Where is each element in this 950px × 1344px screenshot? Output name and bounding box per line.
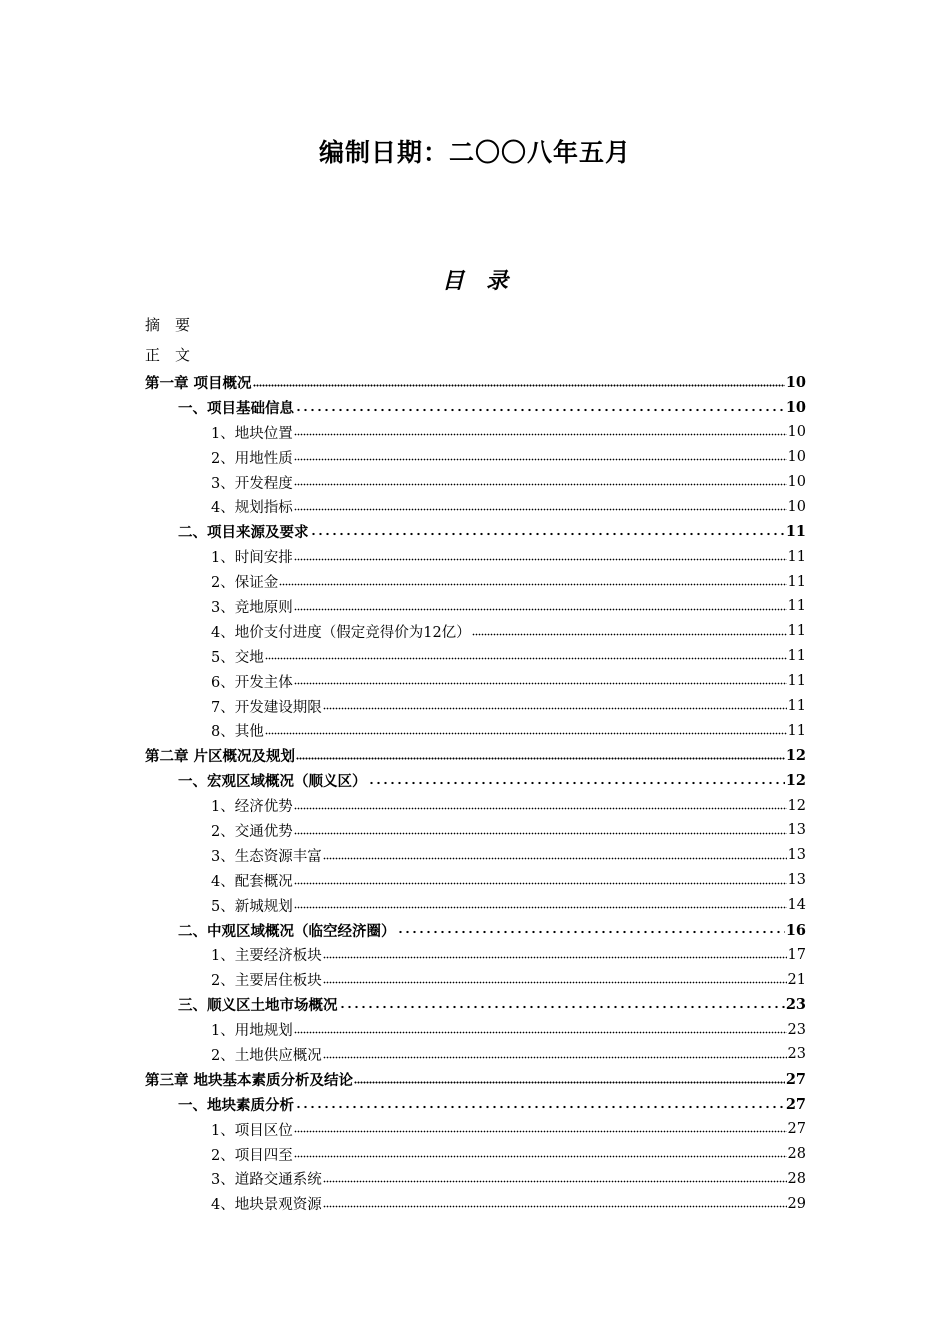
toc-dot-leader xyxy=(294,873,787,888)
toc-subsection-entry[interactable] xyxy=(145,818,806,843)
toc-dot-leader xyxy=(294,549,787,564)
toc-entry-label: 第二章 片区概况及规划 xyxy=(145,748,296,766)
toc-page-number: 17 xyxy=(787,946,806,963)
toc-entry-label: 1、经济优势 xyxy=(211,799,293,816)
toc-entry-label: 5、新城规划 xyxy=(211,898,293,915)
toc-entry-label: 2、项目四至 xyxy=(211,1147,293,1164)
toc-entry-label: 3、开发程度 xyxy=(211,475,293,492)
toc-page-number: 11 xyxy=(787,573,806,590)
toc-subsection-entry[interactable] xyxy=(145,967,806,992)
toc-dot-leader xyxy=(265,649,787,664)
toc-entry-label: 三、顺义区土地市场概况 xyxy=(178,997,338,1015)
toc-chapter-entry[interactable] xyxy=(145,370,806,395)
toc-subsection-entry[interactable] xyxy=(145,594,806,619)
toc-section-entry[interactable] xyxy=(145,918,806,943)
toc-page-number: 11 xyxy=(787,698,806,715)
toc-entry-label: 2、主要居住板块 xyxy=(211,973,322,990)
toc-entry-label: 4、地价支付进度（假定竞得价为12亿） xyxy=(211,624,471,641)
toc-entry-label: 1、用地规划 xyxy=(211,1023,293,1040)
toc-subsection-entry[interactable] xyxy=(145,1042,806,1067)
toc-dot-leader xyxy=(323,1047,787,1062)
toc-page-number: 27 xyxy=(785,1095,806,1113)
toc-entry-label: 一、宏观区域概况（顺义区） xyxy=(178,773,367,791)
toc-dot-leader xyxy=(295,1097,785,1112)
toc-dot-leader xyxy=(279,574,786,589)
toc-entry-label: 第三章 地块基本素质分析及结论 xyxy=(145,1071,354,1089)
toc-entry-label: 3、道路交通系统 xyxy=(211,1172,322,1189)
toc-entry-label: 二、中观区域概况（临空经济圈） xyxy=(178,922,396,940)
toc-subsection-entry[interactable] xyxy=(145,644,806,669)
toc-section-entry[interactable] xyxy=(145,992,806,1017)
toc-page-number: 10 xyxy=(785,373,806,391)
compile-date: 编制日期：二〇〇八年五月 xyxy=(318,138,631,167)
toc-page-number: 23 xyxy=(787,1021,806,1038)
toc-entry-label: 2、用地性质 xyxy=(211,450,293,467)
toc-dot-leader xyxy=(397,923,785,938)
toc-subsection-entry[interactable] xyxy=(145,893,806,918)
toc-page-number: 12 xyxy=(785,747,806,765)
toc-dot-leader xyxy=(354,1072,785,1087)
toc-subsection-entry[interactable] xyxy=(145,1191,806,1216)
toc-subsection-entry[interactable] xyxy=(145,669,806,694)
toc-dot-leader xyxy=(310,525,785,540)
toc-section-entry[interactable] xyxy=(145,519,806,544)
toc-entry-label: 4、规划指标 xyxy=(211,500,293,517)
toc-page-number: 13 xyxy=(787,872,806,889)
toc-entry-label: 7、开发建设期限 xyxy=(211,699,322,716)
toc-dot-leader xyxy=(294,1147,787,1162)
toc-dot-leader xyxy=(323,948,787,963)
toc-dot-leader xyxy=(294,425,787,440)
toc-subsection-entry[interactable] xyxy=(145,569,806,594)
toc-page-number: 29 xyxy=(787,1195,806,1212)
toc-page-number: 13 xyxy=(787,847,806,864)
toc-page-number: 11 xyxy=(785,523,806,541)
toc-subsection-entry[interactable] xyxy=(145,1017,806,1042)
toc-page-number: 10 xyxy=(787,424,806,441)
toc-subsection-entry[interactable] xyxy=(145,1117,806,1142)
toc-subsection-entry[interactable] xyxy=(145,420,806,445)
toc-entry-label: 3、生态资源丰富 xyxy=(211,848,322,865)
toc-dot-leader xyxy=(294,599,787,614)
toc-dot-leader xyxy=(294,1122,787,1137)
toc-subsection-entry[interactable] xyxy=(145,445,806,470)
toc-dot-leader xyxy=(265,724,787,739)
toc-dot-leader xyxy=(368,773,785,788)
toc-page-number: 11 xyxy=(787,623,806,640)
toc-subsection-entry[interactable] xyxy=(145,544,806,569)
toc-page-number: 11 xyxy=(787,648,806,665)
toc-subsection-entry[interactable] xyxy=(145,694,806,719)
toc-entry-body[interactable]: 正 文 xyxy=(145,346,191,364)
toc-entry-label: 2、交通优势 xyxy=(211,823,293,840)
toc-page-number: 12 xyxy=(787,797,806,814)
toc-dot-leader xyxy=(294,450,787,465)
toc-page-number: 21 xyxy=(787,971,806,988)
toc-dot-leader xyxy=(472,624,787,639)
toc-page-number: 27 xyxy=(787,1121,806,1138)
toc-dot-leader xyxy=(295,400,785,415)
toc-dot-leader xyxy=(294,823,787,838)
toc-entry-label: 二、项目来源及要求 xyxy=(178,524,309,542)
toc-dot-leader xyxy=(253,375,785,390)
toc-dot-leader xyxy=(339,997,785,1012)
toc-page-number: 10 xyxy=(787,449,806,466)
toc-entry-label: 4、地块景观资源 xyxy=(211,1197,322,1214)
toc-subsection-entry[interactable] xyxy=(145,1142,806,1167)
toc-entry-label: 8、其他 xyxy=(211,724,264,741)
toc-dot-leader xyxy=(294,1022,787,1037)
toc-dot-leader xyxy=(294,674,787,689)
toc-page-number: 28 xyxy=(787,1146,806,1163)
toc-page-number: 14 xyxy=(787,897,806,914)
toc-entry-label: 1、主要经济板块 xyxy=(211,948,322,965)
toc-dot-leader xyxy=(323,699,787,714)
toc-entry-label: 1、项目区位 xyxy=(211,1122,293,1139)
toc-page-number: 12 xyxy=(785,772,806,790)
toc-page-number: 11 xyxy=(787,548,806,565)
toc-entry-label: 4、配套概况 xyxy=(211,873,293,890)
toc-entry-abstract[interactable]: 摘 要 xyxy=(145,316,191,334)
toc-entry-label: 第一章 项目概况 xyxy=(145,374,252,392)
toc-title: 目 录 xyxy=(441,268,508,294)
toc-page-number: 11 xyxy=(787,722,806,739)
toc-page-number: 13 xyxy=(787,822,806,839)
toc-entry-label: 6、开发主体 xyxy=(211,674,293,691)
toc-page-number: 10 xyxy=(787,498,806,515)
toc-page-number: 11 xyxy=(787,673,806,690)
toc-entry-label: 一、项目基础信息 xyxy=(178,399,294,417)
toc-subsection-entry[interactable] xyxy=(145,494,806,519)
toc-entry-label: 2、土地供应概况 xyxy=(211,1047,322,1064)
toc-dot-leader xyxy=(294,798,787,813)
toc-page-number: 10 xyxy=(785,398,806,416)
toc-dot-leader xyxy=(294,898,787,913)
toc-dot-leader xyxy=(294,500,787,515)
toc-entry-label: 一、地块素质分析 xyxy=(178,1096,294,1114)
toc-page-number: 28 xyxy=(787,1170,806,1187)
toc-subsection-entry[interactable] xyxy=(145,843,806,868)
toc-page-number: 16 xyxy=(785,921,806,939)
toc-page-number: 27 xyxy=(785,1070,806,1088)
toc-section-entry[interactable] xyxy=(145,1092,806,1117)
toc-dot-leader xyxy=(323,1172,787,1187)
toc-subsection-entry[interactable] xyxy=(145,470,806,495)
toc-subsection-entry[interactable] xyxy=(145,793,806,818)
toc-page-number: 11 xyxy=(787,598,806,615)
toc-subsection-entry[interactable] xyxy=(145,718,806,743)
toc-dot-leader xyxy=(323,973,787,988)
toc-page-number: 23 xyxy=(787,1046,806,1063)
toc-chapter-entry[interactable] xyxy=(145,743,806,768)
toc-dot-leader xyxy=(323,848,787,863)
toc-dot-leader xyxy=(294,475,787,490)
toc-chapter-entry[interactable] xyxy=(145,1067,806,1092)
toc-entry-label: 1、地块位置 xyxy=(211,425,293,442)
toc-subsection-entry[interactable] xyxy=(145,1167,806,1192)
toc-dot-leader xyxy=(323,1197,787,1212)
toc-entry-label: 1、时间安排 xyxy=(211,550,293,567)
toc-entry-label: 3、竞地原则 xyxy=(211,599,293,616)
toc-page-number: 23 xyxy=(785,996,806,1014)
table-of-contents xyxy=(145,370,806,1216)
toc-subsection-entry[interactable] xyxy=(145,619,806,644)
toc-section-entry[interactable] xyxy=(145,768,806,793)
toc-subsection-entry[interactable] xyxy=(145,942,806,967)
toc-section-entry[interactable] xyxy=(145,395,806,420)
toc-entry-label: 5、交地 xyxy=(211,649,264,666)
toc-dot-leader xyxy=(296,749,785,764)
toc-entry-label: 2、保证金 xyxy=(211,575,279,592)
toc-page-number: 10 xyxy=(787,474,806,490)
toc-subsection-entry[interactable] xyxy=(145,868,806,893)
